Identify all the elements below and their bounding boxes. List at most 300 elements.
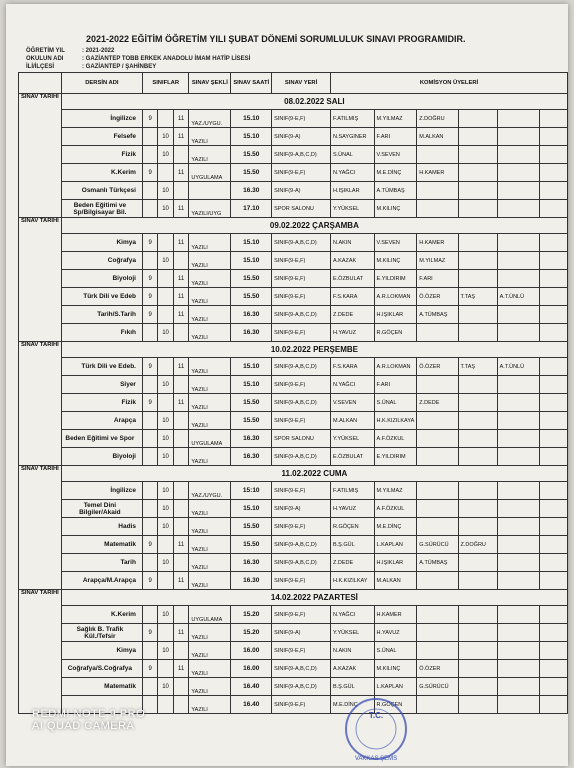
watermark-line2: AI QUAD CAMERA [32, 720, 135, 732]
commission-member [497, 448, 540, 466]
exam-time: 16.30 [231, 306, 272, 324]
watermark-line1: REDMI NOTE 9 PRO [32, 708, 146, 720]
commission-member [417, 500, 458, 518]
exam-room: SINIF(9-E,F) [272, 518, 331, 536]
course-name: Coğrafya [61, 252, 142, 270]
exam-type: YAZILI [189, 146, 231, 164]
exam-type: YAZILI [189, 270, 231, 288]
exam-time: 15.10 [231, 252, 272, 270]
course-name: Arapça/M.Arapça [61, 572, 142, 590]
commission-member [417, 606, 458, 624]
class-11: 11 [173, 624, 189, 642]
class-11 [173, 182, 189, 200]
exam-room: SINIF(9-E,F) [272, 110, 331, 128]
class-10: 10 [158, 430, 174, 448]
class-11 [173, 430, 189, 448]
day-header-row [19, 342, 568, 358]
stamp-text: T.C. [368, 711, 384, 720]
commission-member: A.T.ÜNLÜ [497, 288, 540, 306]
exam-room: SINIF(9-E,F) [272, 642, 331, 660]
commission-member [540, 482, 568, 500]
commission-member: G.SÜRÜCÜ [417, 678, 458, 696]
commission-member [458, 660, 497, 678]
class-10: 10 [158, 376, 174, 394]
class-10: 10 [158, 606, 174, 624]
commission-member [540, 146, 568, 164]
exam-type: YAZILI [189, 518, 231, 536]
table-row [19, 270, 568, 288]
exam-type: YAZILI [189, 252, 231, 270]
course-name: Tarih/S.Tarih [61, 306, 142, 324]
header-ders: DERSİN ADI [61, 73, 142, 94]
class-9: 9 [142, 234, 157, 252]
table-row [19, 128, 568, 146]
commission-member [458, 482, 497, 500]
class-10: 10 [158, 500, 174, 518]
class-9 [142, 430, 157, 448]
commission-member [497, 270, 540, 288]
commission-member [458, 182, 497, 200]
exam-room: SINIF(9-E,F) [272, 288, 331, 306]
commission-member: H.IŞIKLAR [374, 306, 417, 324]
commission-member: Z.DEDE [330, 306, 374, 324]
exam-time: 15.10 [231, 358, 272, 376]
exam-type: YAZILI [189, 500, 231, 518]
class-9 [142, 200, 157, 218]
commission-member [458, 200, 497, 218]
commission-member: M.YILMAZ [417, 252, 458, 270]
commission-member: F.ARI [417, 270, 458, 288]
commission-member [458, 376, 497, 394]
commission-member: A.KAZAK [330, 660, 374, 678]
commission-member [497, 234, 540, 252]
commission-member [497, 110, 540, 128]
table-row [19, 518, 568, 536]
exam-room: SINIF(9-E,F) [272, 164, 331, 182]
commission-member [497, 376, 540, 394]
class-11: 11 [173, 164, 189, 182]
commission-member: H.YAVUZ [330, 500, 374, 518]
commission-member: H.YAVUZ [374, 624, 417, 642]
table-row [19, 394, 568, 412]
table-row [19, 146, 568, 164]
commission-member: R.GÖÇEN [374, 696, 417, 714]
commission-member [497, 164, 540, 182]
class-10: 10 [158, 642, 174, 660]
day-date: 09.02.2022 ÇARŞAMBA [61, 218, 567, 234]
exam-room: SINIF(9-E,F) [272, 482, 331, 500]
commission-member [497, 394, 540, 412]
class-11 [173, 448, 189, 466]
commission-member [540, 358, 568, 376]
commission-member [417, 518, 458, 536]
commission-member: R.GÖÇEN [330, 518, 374, 536]
class-10 [158, 536, 174, 554]
commission-member: Z.DOĞRU [458, 536, 497, 554]
commission-member [458, 572, 497, 590]
commission-member [497, 146, 540, 164]
commission-member: H.K.KIZILKAYA [374, 412, 417, 430]
commission-member: H.KAMER [417, 234, 458, 252]
exam-type: YAZILI [189, 554, 231, 572]
course-name: Osmanlı Türkçesi [61, 182, 142, 200]
commission-member: L.KAPLAN [374, 678, 417, 696]
commission-member [417, 200, 458, 218]
header-siniflar: SINIFLAR [142, 73, 188, 94]
commission-member: A.TÜMBAŞ [374, 182, 417, 200]
exam-type: YAZILI [189, 660, 231, 678]
commission-member [458, 394, 497, 412]
commission-member: F.ATILMIŞ [330, 110, 374, 128]
commission-member: B.Ş.GÜL [330, 536, 374, 554]
commission-member [417, 696, 458, 714]
commission-member [540, 376, 568, 394]
course-name: İngilizce [61, 482, 142, 500]
class-11: 11 [173, 572, 189, 590]
commission-member: E.YILDIRIM [374, 448, 417, 466]
exam-time: 15.20 [231, 606, 272, 624]
commission-member: M.E.DİNÇ [330, 696, 374, 714]
course-name: Siyer [61, 376, 142, 394]
exam-time: 15.50 [231, 394, 272, 412]
course-name: Türk Dili ve Edeb [61, 288, 142, 306]
commission-member [540, 252, 568, 270]
class-11: 11 [173, 234, 189, 252]
exam-time: 16.30 [231, 572, 272, 590]
commission-member [458, 270, 497, 288]
commission-member: M.KILINÇ [374, 200, 417, 218]
info-value: : GAZİANTEP TOBB ERKEK ANADOLU İMAM HATİP LİSESİ [82, 56, 251, 62]
table-row [19, 554, 568, 572]
class-9 [142, 606, 157, 624]
class-11: 11 [173, 394, 189, 412]
commission-member [540, 554, 568, 572]
class-11 [173, 146, 189, 164]
commission-member: N.SAYGINER [330, 128, 374, 146]
exam-room: SINIF(9-E,F) [272, 252, 331, 270]
header-sinav-saati: SINAV SAATİ [231, 73, 272, 94]
commission-member [417, 430, 458, 448]
class-9: 9 [142, 164, 157, 182]
commission-member [497, 518, 540, 536]
exam-type: YAZILI [189, 306, 231, 324]
commission-member [458, 696, 497, 714]
table-row [19, 324, 568, 342]
class-9: 9 [142, 288, 157, 306]
commission-member [458, 234, 497, 252]
commission-member: H.K.KIZILKAY [330, 572, 374, 590]
commission-member: F.ATILMIŞ [330, 482, 374, 500]
commission-member: M.ALKAN [330, 412, 374, 430]
commission-member: S.ÜNAL [374, 394, 417, 412]
class-9: 9 [142, 358, 157, 376]
class-10 [158, 572, 174, 590]
exam-time: 16.00 [231, 642, 272, 660]
table-row [19, 642, 568, 660]
commission-member [417, 376, 458, 394]
commission-member [540, 518, 568, 536]
header-sinav-sekli: SINAV ŞEKLİ [189, 73, 231, 94]
exam-schedule-table [18, 72, 568, 714]
exam-type: YAZILI [189, 448, 231, 466]
commission-member: Y.YÜKSEL [330, 430, 374, 448]
class-11: 11 [173, 200, 189, 218]
commission-member [497, 624, 540, 642]
exam-type: YAZILI [189, 572, 231, 590]
class-11: 11 [173, 358, 189, 376]
commission-member [540, 430, 568, 448]
class-10 [158, 394, 174, 412]
course-name: Temel Dini Bilgiler/Akaid [61, 500, 142, 518]
table-row [19, 164, 568, 182]
exam-time: 15.10 [231, 500, 272, 518]
info-key: İLİ/İLÇESİ [26, 64, 55, 70]
table-row [19, 624, 568, 642]
class-9 [142, 146, 157, 164]
commission-member [540, 500, 568, 518]
course-name: Kimya [61, 234, 142, 252]
commission-member: S.ÜNAL [330, 146, 374, 164]
commission-member: T.TAŞ [458, 358, 497, 376]
exam-time: 16.40 [231, 678, 272, 696]
exam-type: YAZILI [189, 412, 231, 430]
commission-member: N.AKIN [330, 234, 374, 252]
commission-member: E.ÖZBULAT [330, 448, 374, 466]
commission-member [540, 536, 568, 554]
class-10: 10 [158, 678, 174, 696]
commission-member [540, 306, 568, 324]
commission-member [497, 306, 540, 324]
commission-member: A.F.ÖZKUL [374, 430, 417, 448]
commission-member [540, 200, 568, 218]
class-11 [173, 500, 189, 518]
commission-member: M.E.DİNÇ [374, 164, 417, 182]
exam-time: 17.10 [231, 200, 272, 218]
class-9: 9 [142, 270, 157, 288]
exam-type: UYGULAMA [189, 430, 231, 448]
commission-member [497, 660, 540, 678]
commission-member: A.R.LOKMAN [374, 288, 417, 306]
course-name: Biyoloji [61, 270, 142, 288]
class-10 [158, 234, 174, 252]
info-key: OKULUN ADI [26, 56, 64, 62]
class-10: 10 [158, 252, 174, 270]
class-10 [158, 358, 174, 376]
commission-member [540, 572, 568, 590]
commission-member: F.ARI [374, 128, 417, 146]
commission-member: M.E.DİNÇ [374, 518, 417, 536]
commission-member: Z.DEDE [417, 394, 458, 412]
exam-type: YAZILI [189, 678, 231, 696]
course-name: Hadis [61, 518, 142, 536]
stamp-name: VAKKAS ŞEMS [354, 756, 398, 762]
commission-member [458, 306, 497, 324]
exam-time: 16.00 [231, 660, 272, 678]
day-date: 10.02.2022 PERŞEMBE [61, 342, 567, 358]
class-9 [142, 482, 157, 500]
class-10 [158, 270, 174, 288]
exam-time: 15.10 [231, 234, 272, 252]
exam-room: SINIF(9-E,F) [272, 270, 331, 288]
commission-member [540, 164, 568, 182]
course-name: K.Kerim [61, 164, 142, 182]
commission-member [497, 696, 540, 714]
exam-type [189, 182, 231, 200]
commission-member: Y.YÜKSEL [330, 624, 374, 642]
table-row [19, 306, 568, 324]
exam-type: YAZILI [189, 358, 231, 376]
exam-type: YAZILI [189, 536, 231, 554]
course-name: İngilizce [61, 110, 142, 128]
commission-member: S.ÜNAL [374, 642, 417, 660]
exam-time: 15.50 [231, 164, 272, 182]
class-10: 10 [158, 482, 174, 500]
class-10: 10 [158, 412, 174, 430]
class-10: 10 [158, 518, 174, 536]
table-row [19, 500, 568, 518]
exam-room: SINIF(9-E,F) [272, 606, 331, 624]
exam-room: SINIF(9-A,B,C,D) [272, 306, 331, 324]
commission-member [417, 624, 458, 642]
exam-type: YAZILI/UYG [189, 200, 231, 218]
commission-member: V.SEVEN [374, 146, 417, 164]
commission-member: A.T.ÜNLÜ [497, 358, 540, 376]
exam-time: 15.50 [231, 518, 272, 536]
commission-member: M.KILINÇ [374, 660, 417, 678]
info-line [26, 56, 250, 62]
commission-member: A.TÜMBAŞ [417, 306, 458, 324]
class-9: 9 [142, 110, 157, 128]
commission-member [497, 606, 540, 624]
course-name: Tarih [61, 554, 142, 572]
class-11: 11 [173, 536, 189, 554]
class-9 [142, 448, 157, 466]
exam-time: 16.30 [231, 324, 272, 342]
exam-time: 15.50 [231, 412, 272, 430]
exam-type: UYGULAMA [189, 164, 231, 182]
class-10 [158, 306, 174, 324]
commission-member [417, 482, 458, 500]
class-9 [142, 128, 157, 146]
table-row [19, 252, 568, 270]
exam-room: SINIF(9-A,B,C,D) [272, 234, 331, 252]
class-9: 9 [142, 394, 157, 412]
commission-member [497, 412, 540, 430]
commission-member [458, 252, 497, 270]
day-date: 14.02.2022 PAZARTESİ [61, 590, 567, 606]
commission-member: N.YAĞCI [330, 164, 374, 182]
class-9: 9 [142, 306, 157, 324]
commission-member: H.IŞIKLAR [330, 182, 374, 200]
commission-member: M.KILINÇ [374, 252, 417, 270]
exam-type: YAZILI [189, 376, 231, 394]
class-9 [142, 642, 157, 660]
course-name: Fizik [61, 146, 142, 164]
commission-member: R.GÖÇEN [374, 324, 417, 342]
class-9 [142, 500, 157, 518]
sinav-tarihi-label: SINAV TARİHİ [19, 466, 62, 590]
official-stamp [341, 694, 411, 764]
commission-member [417, 146, 458, 164]
table-row [19, 200, 568, 218]
commission-member [497, 482, 540, 500]
sinav-tarihi-label: SINAV TARİHİ [19, 218, 62, 342]
exam-room: SINIF(9-E,F) [272, 696, 331, 714]
class-10: 10 [158, 146, 174, 164]
exam-type: YAZ./UYGU. [189, 110, 231, 128]
class-11 [173, 482, 189, 500]
commission-member [497, 678, 540, 696]
table-row [19, 482, 568, 500]
commission-member [540, 182, 568, 200]
commission-member [417, 448, 458, 466]
commission-member [540, 624, 568, 642]
exam-type: UYGULAMA [189, 606, 231, 624]
commission-member: F.S.KARA [330, 288, 374, 306]
commission-member: H.IŞIKLAR [374, 554, 417, 572]
commission-member [497, 252, 540, 270]
class-11 [173, 642, 189, 660]
commission-member [458, 164, 497, 182]
exam-room: SINIF(9-E,F) [272, 572, 331, 590]
day-header-row [19, 218, 568, 234]
commission-member [458, 448, 497, 466]
page-title: 2021-2022 EĞİTİM ÖĞRETİM YILI ŞUBAT DÖNEMİ SORUMLULUK SINAVI PROGRAMIDIR. [86, 34, 466, 44]
table-row [19, 536, 568, 554]
class-10 [158, 164, 174, 182]
class-11 [173, 324, 189, 342]
course-name: Biyoloji [61, 448, 142, 466]
commission-member [540, 642, 568, 660]
table-row [19, 234, 568, 252]
course-name: Beden Eğitimi ve Spor [61, 430, 142, 448]
commission-member [458, 146, 497, 164]
exam-time: 16.30 [231, 182, 272, 200]
commission-member: N.YAĞCI [330, 606, 374, 624]
commission-member [497, 536, 540, 554]
header-sinav-yeri: SINAV YERİ [272, 73, 331, 94]
commission-member: A.TÜMBAŞ [417, 554, 458, 572]
class-9 [142, 182, 157, 200]
class-10 [158, 624, 174, 642]
exam-room: SINIF(9-A,B,C,D) [272, 678, 331, 696]
commission-member: A.R.LOKMAN [374, 358, 417, 376]
course-name: Fizik [61, 394, 142, 412]
info-line [26, 48, 114, 54]
commission-member [458, 642, 497, 660]
class-11 [173, 606, 189, 624]
commission-member [497, 500, 540, 518]
commission-member: E.YILDIRIM [374, 270, 417, 288]
exam-type: YAZILI [189, 288, 231, 306]
course-name: Sağlık B. Trafik Kül./Tefsir [61, 624, 142, 642]
class-11 [173, 554, 189, 572]
info-value: : 2021-2022 [82, 48, 115, 54]
commission-member [458, 624, 497, 642]
commission-member: Ö.ÖZER [417, 358, 458, 376]
course-name: Türk Dili ve Edeb. [61, 358, 142, 376]
class-10 [158, 288, 174, 306]
day-date: 11.02.2022 CUMA [61, 466, 567, 482]
course-name: Matematik [61, 536, 142, 554]
exam-type: YAZILI [189, 642, 231, 660]
class-11 [173, 252, 189, 270]
document-sheet [6, 4, 568, 766]
commission-member [540, 412, 568, 430]
table-row [19, 430, 568, 448]
table-row [19, 358, 568, 376]
info-value: : GAZİANTEP / ŞAHİNBEY [82, 64, 157, 70]
